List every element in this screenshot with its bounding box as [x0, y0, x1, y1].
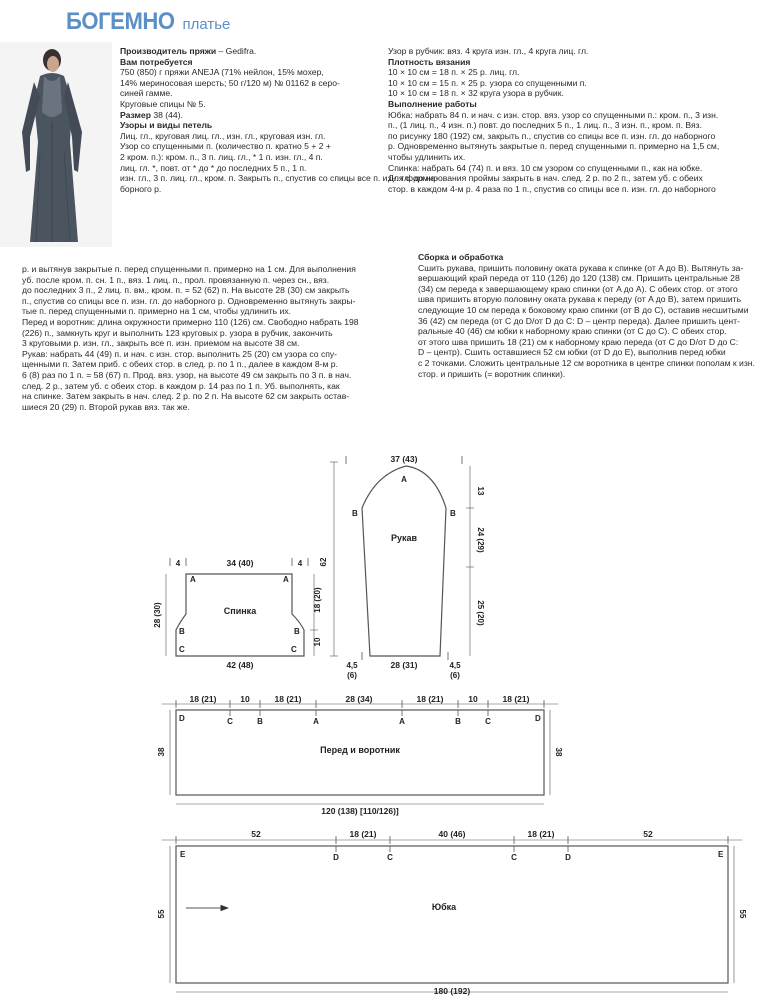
col2-line — [388, 163, 719, 174]
col4-line — [418, 294, 755, 305]
col4-line — [418, 284, 755, 295]
front-point-1: D — [179, 714, 185, 723]
col4-line — [418, 369, 755, 380]
col2-line — [388, 173, 719, 184]
col3-line — [22, 328, 359, 339]
front-height-right: 38 — [554, 747, 563, 757]
line-text: уб. после кром. п. сн. 1 п., вяз. 1 лиц. п., прол. провязанную п. через сн., вяз. — [22, 274, 330, 285]
line-text: п., (1 лиц. п., 4 изн. п.) повт. до последних 5 п., 1 лиц. п., 3 изн. п., кром. п. Вяз. — [388, 120, 702, 131]
skirt-height-left: 55 — [157, 909, 166, 919]
line-bold-text: Вам потребуется — [120, 56, 193, 67]
front-point-5: A — [399, 717, 405, 726]
text-column-2 — [388, 46, 719, 194]
line-text: изн. гл., 3 п. лиц. гл., кром. п. Закрыть п., спустив со спицы все п. изн. гл. до на- — [120, 173, 439, 184]
front-label: Перед и воротник — [320, 745, 400, 755]
line-text: р. и вытянув закрытые п. перед спущенными п. примерно на 1 см. Для выполнения — [22, 264, 356, 274]
line-text: р. Одновременно вытянуть закрытые п. перед спущенными п. примерно на 1,5 см, — [388, 141, 720, 152]
back-point-c-right: C — [291, 645, 297, 654]
back-bottom-width: 42 (48) — [226, 660, 254, 670]
skirt-point-1: E — [180, 850, 186, 859]
back-height-left: 28 (30) — [153, 602, 162, 628]
skirt-bottom-width: 180 (192) — [433, 986, 471, 996]
col3-line — [22, 296, 359, 307]
front-bottom-width: 120 (138) [110/126)] — [321, 806, 399, 816]
skirt-width-1: 52 — [251, 829, 261, 839]
back-point-b-left: B — [179, 627, 185, 636]
line-text: Узор со спущенными п. (количество п. кратно 5 + 2 + — [120, 141, 331, 152]
front-point-2: C — [227, 717, 233, 726]
col3-line — [22, 391, 359, 402]
line-bold-text: Узоры и виды петель — [120, 120, 213, 131]
col3-line — [22, 402, 359, 413]
col3-line — [22, 317, 359, 328]
line-text: Перед и воротник: длина окружности примерно 110 (126) см. Свободно набрать 198 — [22, 316, 359, 327]
back-top-width: 34 (40) — [226, 558, 254, 568]
front-width-5: 18 (21) — [416, 694, 444, 704]
col2-line — [388, 57, 719, 68]
col2-line — [388, 88, 719, 99]
line-bold-text: Размер — [120, 109, 151, 120]
col2-line — [388, 99, 719, 110]
line-text: 6 (8) раз по 1 п. = 58 (67) п. Прод. вяз. узор, на высоте 49 см закрыть по 3 п. в нач. — [22, 369, 352, 380]
sleeve-point-a: A — [401, 475, 407, 484]
col3-line — [22, 381, 359, 392]
col4-line — [418, 252, 755, 263]
line-text: с 2 точками. Сложить центральные 12 см воротника в центре спинки пополам к изн. — [418, 357, 755, 368]
line-bold-text: Производитель пряжи — [120, 46, 217, 56]
col3-line — [22, 370, 359, 381]
col2-line — [388, 110, 719, 121]
text-column-3 — [22, 264, 359, 412]
front-point-3: B — [257, 717, 263, 726]
line-text: щенными п. Затем приб. с обеих стор. в след. р. по 1 п., далее в каждом 8-м р. — [22, 359, 338, 370]
skirt-point-5: D — [565, 853, 571, 862]
sleeve-point-b-right: B — [450, 509, 456, 518]
sleeve-point-b-left: B — [352, 509, 358, 518]
line-text: чтобы удлинить их. — [388, 151, 466, 162]
front-width-4: 28 (34) — [345, 694, 373, 704]
line-text: – Gedifra. — [216, 46, 257, 56]
skirt-width-5: 52 — [643, 829, 653, 839]
col2-line — [388, 152, 719, 163]
line-text: стор. в каждом 4-м р. 4 раза по 1 п., спустив со спицы все п. изн. гл. до наборного — [388, 183, 716, 194]
line-text: 10 × 10 см = 15 п. × 25 р. узора со спущенными п. — [388, 77, 587, 88]
front-width-3: 18 (21) — [274, 694, 302, 704]
front-point-7: C — [485, 717, 491, 726]
skirt-point-4: C — [511, 853, 517, 862]
line-bold-text: Плотность вязания — [388, 56, 471, 67]
back-shoulder-right: 4 — [297, 559, 303, 568]
col2-line — [388, 67, 719, 78]
line-text: D – центр). Сшить оставшиеся 52 см юбки (от D до E), выполнив перед юбки — [418, 347, 726, 358]
line-text: 2 кром. п.): кром. п., 3 п. лиц. гл., * 1 п. изн. гл., 4 п. — [120, 151, 323, 162]
front-width-2: 10 — [240, 694, 250, 704]
line-text: 36 (42) см переда (от C до D/от D до C: D – центр переда). Далее пришить цент- — [418, 315, 740, 326]
title-subtitle: платье — [182, 16, 231, 33]
line-bold-text: Сборка и обработка — [418, 252, 504, 262]
col3-line — [22, 306, 359, 317]
front-point-6: B — [455, 717, 461, 726]
col3-line — [22, 285, 359, 296]
pattern-diagrams — [0, 420, 779, 1000]
back-point-a-right: A — [283, 575, 289, 584]
sleeve-height-bottom: 25 (20) — [476, 600, 485, 626]
col2-line — [388, 131, 719, 142]
line-text: вершающий край переда от 110 (126) до 120 (138) см. Пришить центральные 28 — [418, 273, 740, 284]
line-text: п., спустив со спицы все п. изн. гл. до наборного р. Одновременно вытянуть закры- — [22, 295, 356, 306]
line-text: 3 круговыми р. изн. гл., закрыть все п. изн. приемом на высоте 38 см. — [22, 338, 300, 349]
line-text: 10 × 10 см = 18 п. × 32 круга узора в рубчик. — [388, 88, 564, 99]
front-point-8: D — [535, 714, 541, 723]
back-point-a-left: A — [190, 575, 196, 584]
line-text: ральные 40 (46) см юбки к наборному краю спинки (от C до C). С обеих стор. — [418, 326, 727, 337]
title-main: БОГЕМНО — [66, 8, 175, 35]
line-text: борного р. — [120, 183, 162, 194]
col3-line — [22, 359, 359, 370]
col4-line — [418, 273, 755, 284]
back-point-c-left: C — [179, 645, 185, 654]
skirt-width-2: 18 (21) — [349, 829, 377, 839]
line-text: (34) см переда к завершающему краю спинки (от A до A). С обеих стор. от этого — [418, 283, 738, 294]
back-point-b-right: B — [294, 627, 300, 636]
skirt-point-6: E — [718, 850, 724, 859]
col2-line — [388, 184, 719, 195]
back-label: Спинка — [223, 606, 257, 616]
back-shoulder-left: 4 — [175, 559, 181, 568]
line-text: от этого шва пришить 18 (21) см к наборному краю переда (от C до D/от D до C: — [418, 336, 739, 347]
line-text: синей гамме. — [120, 88, 173, 99]
front-width-1: 18 (21) — [189, 694, 217, 704]
skirt-label: Юбка — [431, 902, 457, 912]
back-height-right-bottom: 10 — [313, 637, 322, 647]
col2-line — [388, 46, 719, 57]
line-text: Юбка: набрать 84 п. и нач. с изн. стор. вяз. узор со спущенными п.: кром. п., 3 изн. — [388, 109, 719, 120]
col2-line — [388, 78, 719, 89]
sleeve-bottom-width: 28 (31) — [390, 660, 418, 670]
back-height-right-top: 18 (20) — [313, 587, 322, 613]
sleeve-diagram — [330, 456, 474, 660]
col4-line — [418, 358, 755, 369]
col3-line — [22, 264, 359, 275]
line-text: лиц. гл. *, повт. от * до * до последних 5 п., 1 п. — [120, 162, 307, 173]
col3-line — [22, 349, 359, 360]
line-text: (226) п., замкнуть круг и выполнить 123 круговых р. узора в рубчик, закончить — [22, 327, 333, 338]
front-height-left: 38 — [157, 747, 166, 757]
sleeve-top-width: 37 (43) — [390, 454, 418, 464]
col2-line — [388, 141, 719, 152]
col4-line — [418, 337, 755, 348]
page-title — [66, 8, 230, 36]
col3-line — [22, 338, 359, 349]
line-text: Узор в рубчик: вяз. 4 круга изн. гл., 4 круга лиц. гл. — [388, 46, 589, 56]
col4-line — [418, 316, 755, 327]
line-text: след. 2 р., затем уб. с обеих стор. в каждом р. 14 раз по 1 п. Уб. выполнять, как — [22, 380, 340, 391]
model-photo — [0, 42, 112, 247]
line-text: следующие 10 см переда к боковому краю спинки (от B до C), оставив несшитыми — [418, 304, 749, 315]
col3-line — [22, 275, 359, 286]
line-text: 10 × 10 см = 18 п. × 25 р. лиц. гл. — [388, 67, 520, 78]
skirt-height-right: 55 — [738, 909, 747, 919]
line-text: шва пришить вторую половину оката рукава к переду (от A до B), затем пришить — [418, 294, 742, 305]
sleeve-cuff-left-alt: (6) — [347, 671, 357, 680]
col4-line — [418, 305, 755, 316]
sleeve-cuff-right: 4,5 — [449, 661, 461, 670]
line-text: стор. и пришить (= воротник спинки). — [418, 368, 566, 379]
line-text: тые п. перед спущенными п. примерно на 1 см, чтобы удлинить их. — [22, 306, 292, 317]
line-text: до последних 3 п., 2 лиц. п. вм., кром. п. = 52 (62) п. На высоте 28 (30) см закрыть — [22, 285, 350, 296]
sleeve-height-total: 62 — [319, 557, 328, 567]
skirt-width-4: 18 (21) — [527, 829, 555, 839]
col2-line — [388, 120, 719, 131]
sleeve-height-mid: 24 (29) — [476, 527, 485, 553]
line-text: шиеся 20 (29) п. Второй рукав вяз. так же. — [22, 401, 190, 412]
text-column-4 — [418, 252, 755, 379]
front-width-7: 18 (21) — [502, 694, 530, 704]
line-text: 750 (850) г пряжи ANEJA (71% нейлон, 15% мохер, — [120, 67, 324, 78]
line-text: 38 (44). — [150, 109, 183, 120]
sleeve-cuff-right-alt: (6) — [450, 671, 460, 680]
skirt-point-2: D — [333, 853, 339, 862]
skirt-point-3: C — [387, 853, 393, 862]
line-text: Рукав: набрать 44 (49) п. и нач. с изн. стор. выполнить 25 (20) см узора со спу- — [22, 348, 338, 359]
line-text: Круговые спицы № 5. — [120, 98, 206, 109]
col4-line — [418, 347, 755, 358]
line-text: на спинке. Затем закрыть в нач. след. 2 р. по 2 п. На высоте 62 см закрыть остав- — [22, 391, 350, 402]
line-text: Для формирования проймы закрыть в нач. след. 2 р. по 2 п., затем уб. с обеих — [388, 173, 703, 184]
skirt-width-3: 40 (46) — [438, 829, 466, 839]
col4-line — [418, 263, 755, 274]
sleeve-cuff-left: 4,5 — [346, 661, 358, 670]
skirt-diagram — [162, 836, 742, 992]
line-text: Сшить рукава, пришить половину оката рукава к спинке (от A до B). Вытянуть за- — [418, 262, 744, 273]
sleeve-height-top: 13 — [476, 486, 485, 496]
sleeve-label: Рукав — [390, 533, 418, 543]
line-text: 14% мериносовая шерсть; 50 г/120 м) № 01162 в серо- — [120, 77, 340, 88]
line-bold-text: Выполнение работы — [388, 98, 477, 109]
line-text: Спинка: набрать 64 (74) п. и вяз. 10 см узором со спущенными п., как на юбке. — [388, 162, 703, 173]
line-text: Лиц. гл., круговая лиц. гл., изн. гл., круговая изн. гл. — [120, 130, 326, 141]
col4-line — [418, 326, 755, 337]
front-point-4: A — [313, 717, 319, 726]
front-width-6: 10 — [468, 694, 478, 704]
line-text: по рисунку 180 (192) см, закрыть п., спустив со спицы все п. изн. гл. до наборного — [388, 130, 716, 141]
